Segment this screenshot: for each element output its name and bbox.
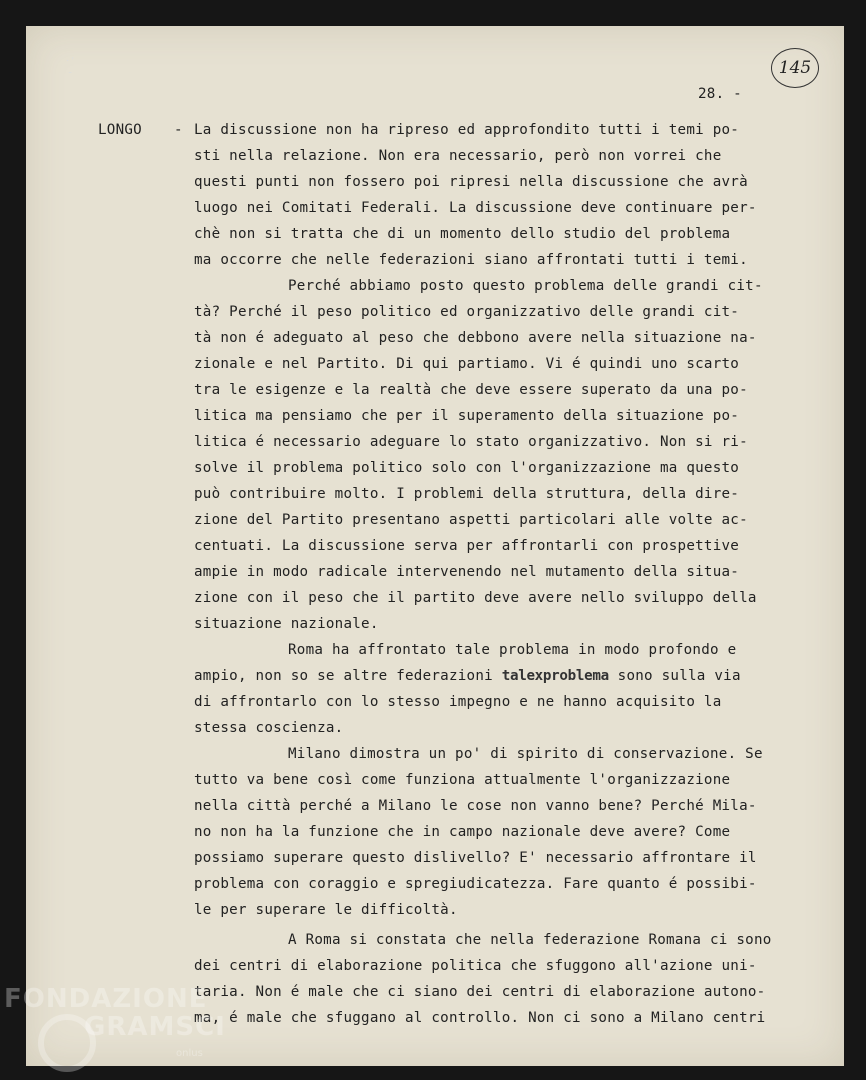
text-line: Roma ha affrontato tale problema in modo profondo e	[288, 642, 737, 658]
speaker-dash: -	[174, 122, 183, 138]
text-line: dei centri di elaborazione politica che sfuggono all'azione uni-	[194, 958, 757, 974]
text-line: può contribuire molto. I problemi della struttura, della dire-	[194, 486, 740, 502]
text-line: possiamo superare questo dislivello? E' necessario affrontare il	[194, 850, 757, 866]
page-number: 28. -	[698, 86, 742, 102]
text-line: tà non é adeguato al peso che debbono avere nella situazione na-	[194, 330, 757, 346]
speaker-name: LONGO	[98, 122, 142, 138]
text-line: zione del Partito presentano aspetti particolari alle volte ac-	[194, 512, 748, 528]
text-line: tutto va bene così come funziona attualmente l'organizzazione	[194, 772, 731, 788]
text-segment: ampio, non so se altre federazioni	[194, 668, 493, 684]
text-line: le per superare le difficoltà.	[194, 902, 458, 918]
text-line: ampie in modo radicale intervenendo nel mutamento della situa-	[194, 564, 740, 580]
text-line: litica é necessario adeguare lo stato organizzativo. Non si ri-	[194, 434, 748, 450]
text-line: di affrontarlo con lo stesso impegno e ne hanno acquisito la	[194, 694, 722, 710]
watermark-line-3: onlus	[176, 1048, 203, 1059]
document-page	[26, 26, 844, 1066]
text-line: La discussione non ha ripreso ed approfondito tutti i temi po-	[194, 122, 740, 138]
text-line: ma occorre che nelle federazioni siano affrontati tutti i temi.	[194, 252, 748, 268]
text-line: nella città perché a Milano le cose non vanno bene? Perché Mila-	[194, 798, 757, 814]
text-line: sti nella relazione. Non era necessario, però non vorrei che	[194, 148, 722, 164]
text-line: litica ma pensiamo che per il superamento della situazione po-	[194, 408, 740, 424]
text-line-with-strike	[194, 668, 741, 684]
text-line: tà? Perché il peso politico ed organizzativo delle grandi cit-	[194, 304, 740, 320]
text-line: zione con il peso che il partito deve avere nello sviluppo della	[194, 590, 757, 606]
text-line: taria. Non é male che ci siano dei centri di elaborazione autono-	[194, 984, 766, 1000]
text-line: questi punti non fossero poi ripresi nella discussione che avrà	[194, 174, 748, 190]
paper-specks: · ' -	[66, 56, 74, 78]
text-line: luogo nei Comitati Federali. La discussione deve continuare per-	[194, 200, 757, 216]
text-line: tra le esigenze e la realtà che deve essere superato da una po-	[194, 382, 748, 398]
struck-out-text: talexproblema	[501, 668, 609, 684]
watermark-line-2: GRAMSCI	[84, 1012, 226, 1042]
text-segment: sono sulla via	[608, 668, 741, 684]
text-line: Milano dimostra un po' di spirito di conservazione. Se	[288, 746, 763, 762]
text-line: A Roma si constata che nella federazione Romana ci sono	[288, 932, 772, 948]
text-line: problema con coraggio e spregiudicatezza. Fare quanto é possibi-	[194, 876, 757, 892]
text-line: Perché abbiamo posto questo problema delle grandi cit-	[288, 278, 763, 294]
text-line: ma, é male che sfuggano al controllo. Non ci sono a Milano centri	[194, 1010, 766, 1026]
text-line: stessa coscienza.	[194, 720, 344, 736]
text-line: centuati. La discussione serva per affrontarli con prospettive	[194, 538, 740, 554]
watermark-line-1: FONDAZIONE	[4, 984, 208, 1014]
text-line: chè non si tratta che di un momento dello studio del problema	[194, 226, 731, 242]
text-line: situazione nazionale.	[194, 616, 379, 632]
text-line: solve il problema politico solo con l'organizzazione ma questo	[194, 460, 740, 476]
text-line: no non ha la funzione che in campo nazionale deve avere? Come	[194, 824, 731, 840]
text-line: zionale e nel Partito. Di qui partiamo. Vi é quindi uno scarto	[194, 356, 740, 372]
archive-stamp: 145	[771, 48, 819, 88]
